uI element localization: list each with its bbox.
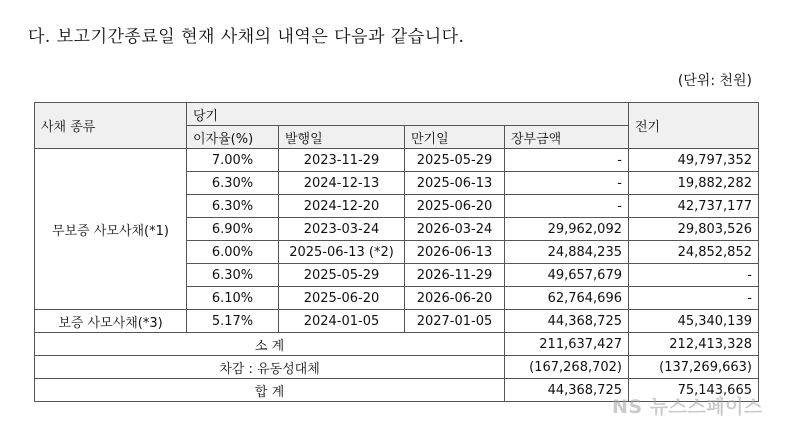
prior-value-cell: 45,340,139 bbox=[629, 310, 759, 333]
book-value-cell: - bbox=[505, 172, 629, 195]
maturity-date-cell: 2026-06-20 bbox=[405, 287, 505, 310]
header-bond-type: 사채 종류 bbox=[35, 103, 187, 149]
page-heading: 다. 보고기간종료일 현재 사채의 내역은 다음과 같습니다. bbox=[28, 27, 465, 47]
total-row-book: 44,368,725 bbox=[505, 379, 629, 402]
watermark-logo: NS 뉴스스페이스 bbox=[612, 396, 763, 418]
maturity-date-cell: 2025-06-13 bbox=[405, 172, 505, 195]
book-value-cell: 62,764,696 bbox=[505, 287, 629, 310]
book-value-cell: - bbox=[505, 195, 629, 218]
book-value-cell: 44,368,725 bbox=[505, 310, 629, 333]
subtotal-row-prior: 212,413,328 bbox=[629, 333, 759, 356]
prior-value-cell: 19,882,282 bbox=[629, 172, 759, 195]
table-row bbox=[35, 310, 759, 333]
book-value-cell: 49,657,679 bbox=[505, 264, 629, 287]
interest-rate-cell: 6.90% bbox=[187, 218, 279, 241]
bond-table bbox=[34, 102, 759, 402]
prior-value-cell: 29,803,526 bbox=[629, 218, 759, 241]
subtotal-row-label: 소 계 bbox=[35, 333, 505, 356]
prior-value-cell: 42,737,177 bbox=[629, 195, 759, 218]
subtotal-row-book: 211,637,427 bbox=[505, 333, 629, 356]
total-row-prior: 75,143,665 bbox=[629, 379, 759, 402]
prior-value-cell: 24,852,852 bbox=[629, 241, 759, 264]
bond-type-label: 무보증 사모사채(*1) bbox=[35, 149, 187, 310]
current-portion-row-label: 차감 : 유동성대체 bbox=[35, 356, 505, 379]
book-value-cell: 24,884,235 bbox=[505, 241, 629, 264]
issue-date-cell: 2024-01-05 bbox=[279, 310, 405, 333]
subtotal-row bbox=[35, 333, 759, 356]
prior-value-cell: - bbox=[629, 264, 759, 287]
issue-date-cell: 2025-05-29 bbox=[279, 264, 405, 287]
maturity-date-cell: 2025-05-29 bbox=[405, 149, 505, 172]
issue-date-cell: 2023-11-29 bbox=[279, 149, 405, 172]
header-prior-period: 전기 bbox=[629, 103, 759, 149]
issue-date-cell: 2023-03-24 bbox=[279, 218, 405, 241]
header-issue-date: 발행일 bbox=[279, 126, 405, 149]
issue-date-cell: 2025-06-20 bbox=[279, 287, 405, 310]
interest-rate-cell: 6.00% bbox=[187, 241, 279, 264]
current-portion-row bbox=[35, 356, 759, 379]
maturity-date-cell: 2026-06-13 bbox=[405, 241, 505, 264]
prior-value-cell: 49,797,352 bbox=[629, 149, 759, 172]
interest-rate-cell: 6.30% bbox=[187, 264, 279, 287]
maturity-date-cell: 2025-06-20 bbox=[405, 195, 505, 218]
header-book-value: 장부금액 bbox=[505, 126, 629, 149]
current-portion-row-prior: (137,269,663) bbox=[629, 356, 759, 379]
interest-rate-cell: 6.10% bbox=[187, 287, 279, 310]
issue-date-cell: 2025-06-13 (*2) bbox=[279, 241, 405, 264]
header-current-period: 당기 bbox=[187, 103, 629, 126]
current-portion-row-book: (167,268,702) bbox=[505, 356, 629, 379]
header-maturity-date: 만기일 bbox=[405, 126, 505, 149]
interest-rate-cell: 7.00% bbox=[187, 149, 279, 172]
bond-type-label: 보증 사모사채(*3) bbox=[35, 310, 187, 333]
interest-rate-cell: 6.30% bbox=[187, 195, 279, 218]
total-row-label: 합 계 bbox=[35, 379, 505, 402]
book-value-cell: - bbox=[505, 149, 629, 172]
issue-date-cell: 2024-12-13 bbox=[279, 172, 405, 195]
table-row bbox=[35, 149, 759, 172]
interest-rate-cell: 6.30% bbox=[187, 172, 279, 195]
prior-value-cell: - bbox=[629, 287, 759, 310]
maturity-date-cell: 2026-11-29 bbox=[405, 264, 505, 287]
maturity-date-cell: 2026-03-24 bbox=[405, 218, 505, 241]
interest-rate-cell: 5.17% bbox=[187, 310, 279, 333]
issue-date-cell: 2024-12-20 bbox=[279, 195, 405, 218]
header-interest-rate: 이자율(%) bbox=[187, 126, 279, 149]
unit-note: (단위: 천원) bbox=[677, 73, 752, 89]
book-value-cell: 29,962,092 bbox=[505, 218, 629, 241]
header-row-1 bbox=[35, 103, 759, 126]
maturity-date-cell: 2027-01-05 bbox=[405, 310, 505, 333]
